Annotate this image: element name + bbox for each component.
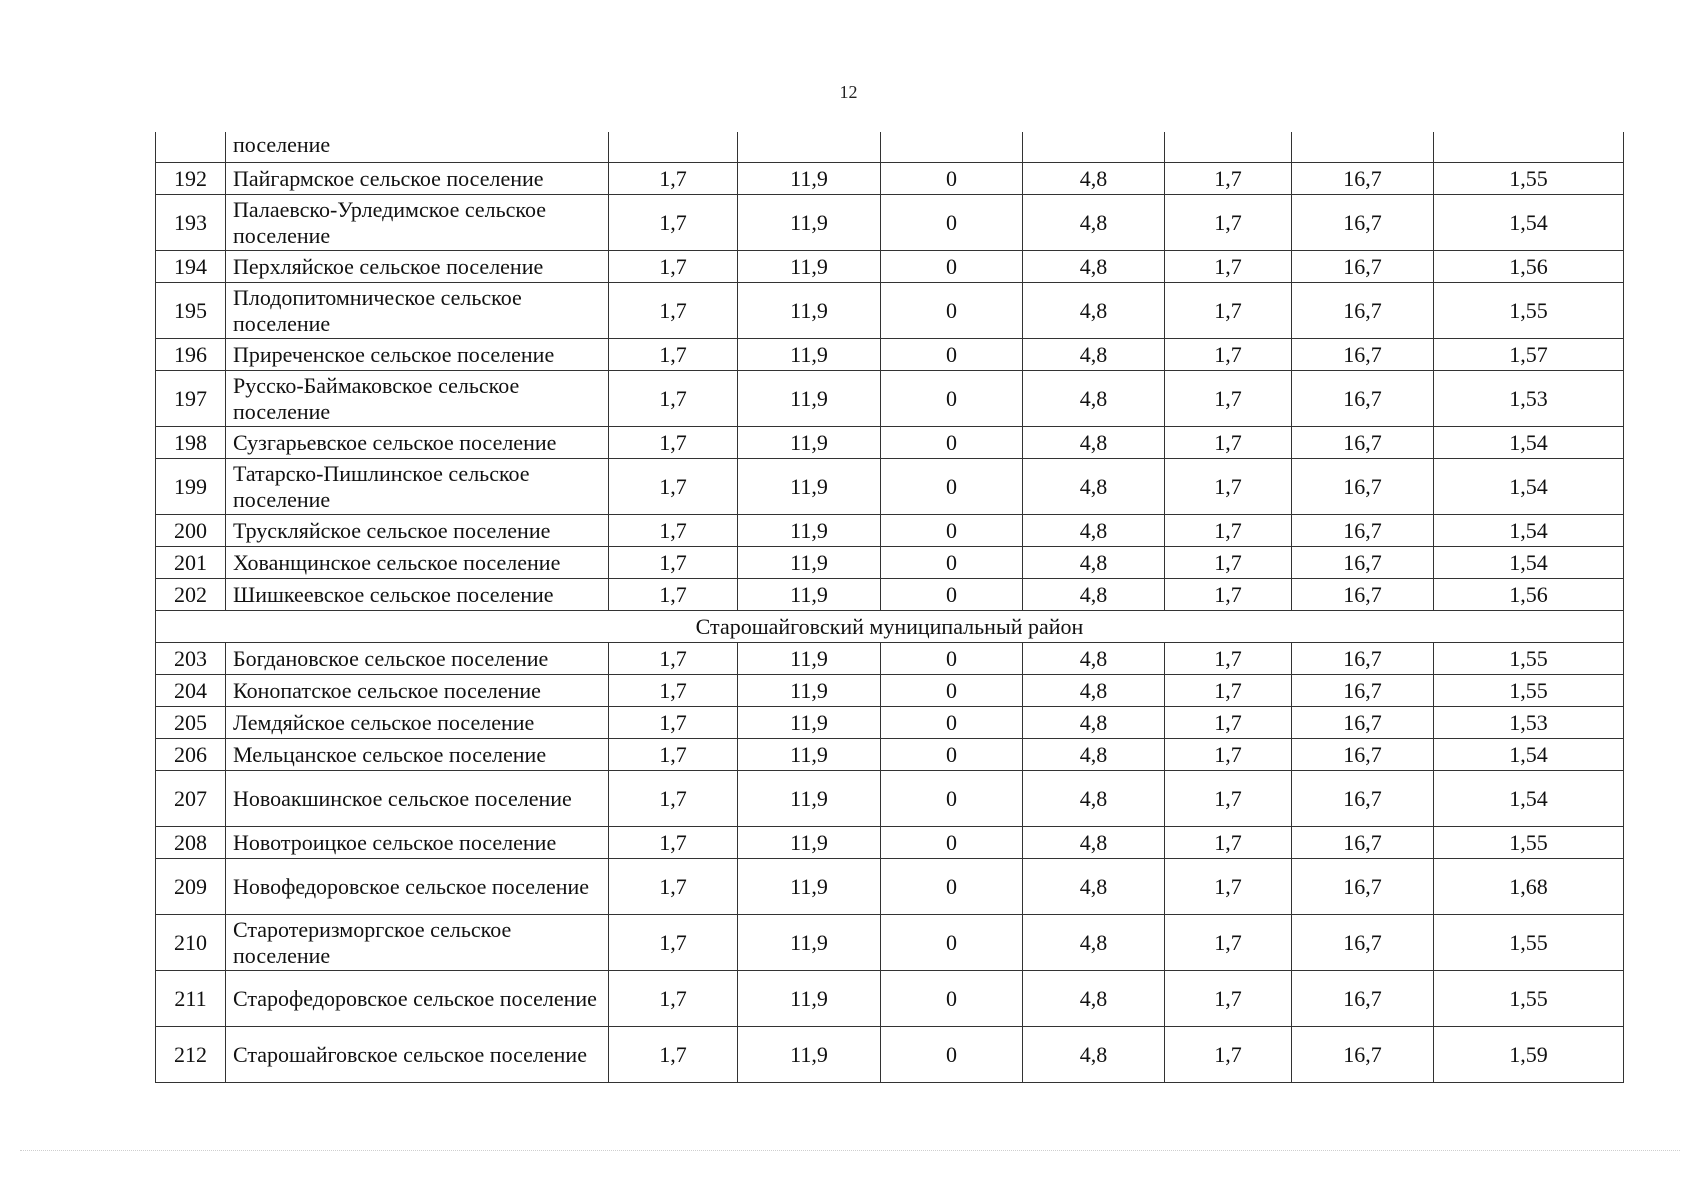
value-cell: 1,7	[609, 827, 738, 859]
value-cell: 11,9	[738, 371, 881, 427]
value-cell: 1,7	[609, 971, 738, 1027]
value-cell: 0	[881, 283, 1023, 339]
value-cell: 1,7	[1165, 707, 1292, 739]
value-cell: 16,7	[1292, 1027, 1434, 1083]
value-cell: 11,9	[738, 739, 881, 771]
value-cell: 4,8	[1023, 163, 1165, 195]
value-cell: 0	[881, 195, 1023, 251]
value-cell: 1,55	[1434, 971, 1624, 1027]
row-number: 209	[156, 859, 226, 915]
value-cell: 11,9	[738, 283, 881, 339]
value-cell: 16,7	[1292, 739, 1434, 771]
value-cell: 1,7	[1165, 579, 1292, 611]
value-cell: 4,8	[1023, 459, 1165, 515]
value-cell: 16,7	[1292, 427, 1434, 459]
table-row	[156, 1027, 1624, 1083]
value-cell: 11,9	[738, 827, 881, 859]
value-cell: 16,7	[1292, 643, 1434, 675]
settlement-name: Новоакшинское сельское поселение	[226, 771, 609, 827]
value-cell: 0	[881, 859, 1023, 915]
value-cell: 1,54	[1434, 771, 1624, 827]
value-cell: 1,7	[1165, 1027, 1292, 1083]
row-number: 201	[156, 547, 226, 579]
settlement-name: Старофедоровское сельское поселение	[226, 971, 609, 1027]
value-cell: 1,7	[1165, 675, 1292, 707]
value-cell: 0	[881, 427, 1023, 459]
row-number: 196	[156, 339, 226, 371]
value-cell: 11,9	[738, 195, 881, 251]
value-cell: 1,55	[1434, 163, 1624, 195]
value-cell: 1,55	[1434, 827, 1624, 859]
table-body-before	[156, 132, 1624, 611]
table-row	[156, 283, 1624, 339]
value-cell: 4,8	[1023, 251, 1165, 283]
settlement-name: Старошайговское сельское поселение	[226, 1027, 609, 1083]
value-cell: 1,7	[609, 675, 738, 707]
row-number: 193	[156, 195, 226, 251]
value-cell: 1,7	[1165, 859, 1292, 915]
data-table-sheet	[155, 132, 1623, 1083]
settlement-name: Конопатское сельское поселение	[226, 675, 609, 707]
scan-bottom-edge	[20, 1150, 1680, 1151]
table-body-after	[156, 643, 1624, 1083]
region-header-row	[156, 611, 1624, 643]
value-cell: 1,7	[609, 459, 738, 515]
value-cell: 16,7	[1292, 859, 1434, 915]
settlement-name: Новотроицкое сельское поселение	[226, 827, 609, 859]
value-cell: 1,54	[1434, 739, 1624, 771]
value-cell: 1,56	[1434, 251, 1624, 283]
value-cell: 4,8	[1023, 707, 1165, 739]
value-cell: 1,7	[609, 771, 738, 827]
value-cell: 1,7	[1165, 739, 1292, 771]
table-row	[156, 427, 1624, 459]
value-cell: 11,9	[738, 971, 881, 1027]
value-cell: 1,7	[1165, 339, 1292, 371]
value-cell: 4,8	[1023, 283, 1165, 339]
value-cell: 1,7	[1165, 771, 1292, 827]
table-row	[156, 371, 1624, 427]
table-row	[156, 915, 1624, 971]
settlement-name: Богдановское сельское поселение	[226, 643, 609, 675]
value-cell: 0	[881, 739, 1023, 771]
row-number: 206	[156, 739, 226, 771]
value-cell: 0	[881, 827, 1023, 859]
value-cell: 11,9	[738, 1027, 881, 1083]
table-row	[156, 771, 1624, 827]
value-cell: 1,55	[1434, 643, 1624, 675]
value-cell: 1,53	[1434, 371, 1624, 427]
value-cell: 16,7	[1292, 771, 1434, 827]
settlement-name: Лемдяйское сельское поселение	[226, 707, 609, 739]
value-cell: 0	[881, 459, 1023, 515]
value-cell: 1,55	[1434, 675, 1624, 707]
table-row	[156, 859, 1624, 915]
settlement-name: Русско-Баймаковское сельское поселение	[226, 371, 609, 427]
value-cell: 16,7	[1292, 163, 1434, 195]
value-cell: 1,7	[609, 1027, 738, 1083]
table-row	[156, 515, 1624, 547]
row-number: 205	[156, 707, 226, 739]
value-cell: 1,7	[1165, 371, 1292, 427]
settlement-name: Палаевско-Урледимское сельское поселение	[226, 195, 609, 251]
row-number: 197	[156, 371, 226, 427]
settlement-name: Приреченское сельское поселение	[226, 339, 609, 371]
row-number: 210	[156, 915, 226, 971]
region-section	[156, 611, 1624, 643]
value-cell: 16,7	[1292, 195, 1434, 251]
row-number: 211	[156, 971, 226, 1027]
value-cell: 1,7	[1165, 427, 1292, 459]
table-row	[156, 675, 1624, 707]
row-number: 192	[156, 163, 226, 195]
row-number: 207	[156, 771, 226, 827]
value-cell: 1,57	[1434, 339, 1624, 371]
value-cell: 1,7	[609, 371, 738, 427]
value-cell: 4,8	[1023, 371, 1165, 427]
value-cell: 1,7	[1165, 547, 1292, 579]
value-cell: 1,54	[1434, 547, 1624, 579]
value-cell: 16,7	[1292, 251, 1434, 283]
value-cell: 4,8	[1023, 859, 1165, 915]
settlement-name: Пайгармское сельское поселение	[226, 163, 609, 195]
value-cell: 4,8	[1023, 515, 1165, 547]
value-cell: 4,8	[1023, 1027, 1165, 1083]
value-cell: 1,7	[609, 163, 738, 195]
value-cell: 1,7	[609, 195, 738, 251]
value-cell: 1,54	[1434, 515, 1624, 547]
value-cell: 1,7	[609, 283, 738, 339]
settlement-name: Татарско-Пишлинское сельское поселение	[226, 459, 609, 515]
table-row	[156, 643, 1624, 675]
value-cell: 1,7	[609, 547, 738, 579]
row-number: 208	[156, 827, 226, 859]
table-row	[156, 195, 1624, 251]
value-cell: 0	[881, 579, 1023, 611]
value-cell: 4,8	[1023, 195, 1165, 251]
value-cell: 0	[881, 251, 1023, 283]
value-cell: 16,7	[1292, 459, 1434, 515]
settlement-name: Хованщинское сельское поселение	[226, 547, 609, 579]
value-cell: 0	[881, 971, 1023, 1027]
value-cell: 4,8	[1023, 579, 1165, 611]
value-cell: 1,7	[609, 739, 738, 771]
value-cell: 4,8	[1023, 643, 1165, 675]
value-cell: 16,7	[1292, 707, 1434, 739]
value-cell: 1,7	[1165, 643, 1292, 675]
value-cell: 11,9	[738, 427, 881, 459]
value-cell: 0	[881, 707, 1023, 739]
value-cell: 0	[881, 915, 1023, 971]
table-row	[156, 163, 1624, 195]
table-row	[156, 579, 1624, 611]
value-cell: 11,9	[738, 707, 881, 739]
table-row	[156, 339, 1624, 371]
value-cell: 11,9	[738, 675, 881, 707]
value-cell: 16,7	[1292, 827, 1434, 859]
row-number: 199	[156, 459, 226, 515]
row-number: 195	[156, 283, 226, 339]
row-number: 202	[156, 579, 226, 611]
value-cell: 1,7	[609, 643, 738, 675]
value-cell: 1,7	[609, 339, 738, 371]
settlement-name: Новофедоровское сельское поселение	[226, 859, 609, 915]
value-cell: 1,7	[1165, 283, 1292, 339]
row-number: 212	[156, 1027, 226, 1083]
value-cell: 1,7	[609, 515, 738, 547]
row-number: 200	[156, 515, 226, 547]
value-cell: 16,7	[1292, 339, 1434, 371]
value-cell: 16,7	[1292, 675, 1434, 707]
value-cell: 1,7	[609, 251, 738, 283]
table-row	[156, 707, 1624, 739]
settlement-name: Плодопитомническое сельское поселение	[226, 283, 609, 339]
value-cell: 4,8	[1023, 915, 1165, 971]
row-number: 194	[156, 251, 226, 283]
table-row	[156, 547, 1624, 579]
value-cell: 1,7	[1165, 915, 1292, 971]
value-cell: 4,8	[1023, 971, 1165, 1027]
value-cell: 1,53	[1434, 707, 1624, 739]
settlement-name: Трускляйское сельское поселение	[226, 515, 609, 547]
value-cell: 0	[881, 515, 1023, 547]
value-cell: 16,7	[1292, 547, 1434, 579]
continuation-row	[156, 132, 1624, 163]
value-cell: 1,7	[1165, 459, 1292, 515]
value-cell: 1,7	[1165, 827, 1292, 859]
value-cell: 1,55	[1434, 283, 1624, 339]
value-cell: 1,54	[1434, 459, 1624, 515]
value-cell: 1,68	[1434, 859, 1624, 915]
value-cell: 11,9	[738, 771, 881, 827]
value-cell: 16,7	[1292, 971, 1434, 1027]
settlement-name: Старотеризморгское сельское поселение	[226, 915, 609, 971]
value-cell: 1,7	[609, 579, 738, 611]
table-row	[156, 827, 1624, 859]
value-cell: 4,8	[1023, 339, 1165, 371]
value-cell: 1,7	[609, 427, 738, 459]
value-cell: 11,9	[738, 579, 881, 611]
settlement-name: Сузгарьевское сельское поселение	[226, 427, 609, 459]
value-cell: 0	[881, 163, 1023, 195]
settlement-name: Мельцанское сельское поселение	[226, 739, 609, 771]
value-cell: 1,59	[1434, 1027, 1624, 1083]
value-cell: 16,7	[1292, 283, 1434, 339]
table-row	[156, 251, 1624, 283]
value-cell: 11,9	[738, 339, 881, 371]
value-cell: 1,55	[1434, 915, 1624, 971]
value-cell: 4,8	[1023, 771, 1165, 827]
value-cell: 1,54	[1434, 427, 1624, 459]
value-cell: 11,9	[738, 859, 881, 915]
value-cell: 1,7	[609, 915, 738, 971]
value-cell: 11,9	[738, 251, 881, 283]
value-cell: 11,9	[738, 643, 881, 675]
value-cell: 4,8	[1023, 827, 1165, 859]
table-row	[156, 971, 1624, 1027]
table-row	[156, 459, 1624, 515]
page-number: 12	[839, 82, 858, 102]
value-cell: 0	[881, 339, 1023, 371]
value-cell: 11,9	[738, 163, 881, 195]
table-row	[156, 739, 1624, 771]
row-number: 204	[156, 675, 226, 707]
value-cell: 1,54	[1434, 195, 1624, 251]
value-cell: 16,7	[1292, 515, 1434, 547]
value-cell: 16,7	[1292, 579, 1434, 611]
value-cell: 1,7	[1165, 971, 1292, 1027]
value-cell: 1,56	[1434, 579, 1624, 611]
continuation-name: поселение	[226, 132, 609, 163]
region-title: Старошайговский муниципальный район	[156, 611, 1624, 643]
value-cell: 1,7	[1165, 251, 1292, 283]
value-cell: 16,7	[1292, 915, 1434, 971]
value-cell: 11,9	[738, 915, 881, 971]
value-cell: 16,7	[1292, 371, 1434, 427]
settlement-name: Перхляйское сельское поселение	[226, 251, 609, 283]
value-cell: 4,8	[1023, 739, 1165, 771]
value-cell: 0	[881, 643, 1023, 675]
value-cell: 0	[881, 547, 1023, 579]
data-table	[155, 132, 1624, 1083]
value-cell: 0	[881, 1027, 1023, 1083]
value-cell: 0	[881, 371, 1023, 427]
value-cell: 1,7	[1165, 515, 1292, 547]
value-cell: 1,7	[609, 707, 738, 739]
value-cell: 1,7	[609, 859, 738, 915]
row-number: 203	[156, 643, 226, 675]
settlement-name: Шишкеевское сельское поселение	[226, 579, 609, 611]
value-cell: 11,9	[738, 547, 881, 579]
value-cell: 0	[881, 675, 1023, 707]
value-cell: 4,8	[1023, 547, 1165, 579]
value-cell: 0	[881, 771, 1023, 827]
value-cell: 11,9	[738, 459, 881, 515]
value-cell: 4,8	[1023, 427, 1165, 459]
row-number: 198	[156, 427, 226, 459]
value-cell: 1,7	[1165, 163, 1292, 195]
value-cell: 1,7	[1165, 195, 1292, 251]
value-cell: 4,8	[1023, 675, 1165, 707]
value-cell: 11,9	[738, 515, 881, 547]
